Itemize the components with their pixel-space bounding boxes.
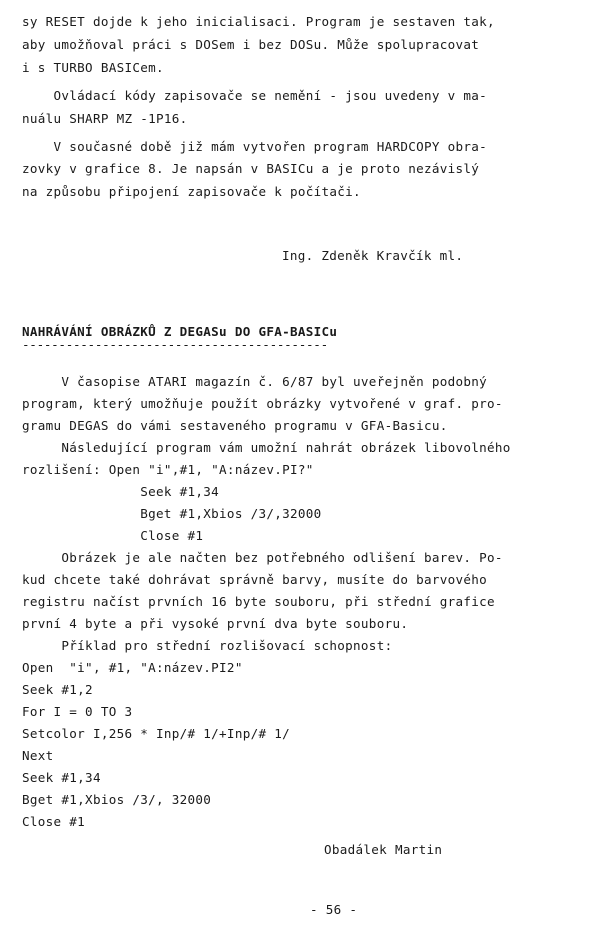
author-signature: Obadálek Martin [324, 842, 443, 857]
text-line: Ovládací kódy zapisovače se nemění - jsou uvedeny v ma- [22, 88, 488, 103]
code-line: Seek #1,2 [22, 682, 93, 697]
text-line: Následující program vám umožní nahrát obrázek libovolného [22, 440, 511, 455]
text-line: program, který umožňuje použít obrázky vytvořené v graf. pro- [22, 396, 503, 411]
text-line: Obrázek je ale načten bez potřebného odlišení barev. Po- [22, 550, 503, 565]
code-line: Close #1 [22, 814, 86, 829]
author-signature: Ing. Zdeněk Kravčík ml. [282, 248, 464, 263]
code-line: For I = 0 TO 3 [22, 704, 133, 719]
text-line: rozlišení: Open "i",#1, "A:název.PI?" [22, 462, 314, 477]
code-line: Seek #1,34 [22, 770, 101, 785]
article-title: NAHRÁVÁNÍ OBRÁZKŮ Z DEGASu DO GFA-BASICu [22, 324, 338, 339]
text-line: registru načíst prvních 16 byte souboru, při střední grafice [22, 594, 495, 609]
page-number: - 56 - [310, 902, 358, 917]
text-line: V časopise ATARI magazín č. 6/87 byl uveřejněn podobný [22, 374, 488, 389]
text-line: i s TURBO BASICem. [22, 60, 164, 75]
text-line: zovky v grafice 8. Je napsán v BASICu a je proto nezávislý [22, 161, 480, 176]
code-line: Bget #1,Xbios /3/, 32000 [22, 792, 212, 807]
text-line: V současné době již mám vytvořen program HARDCOPY obra- [22, 139, 488, 154]
code-line: Open "i", #1, "A:název.PI2" [22, 660, 243, 675]
code-line: Seek #1,34 [22, 484, 220, 499]
text-line: kud chcete také dohrávat správně barvy, musíte do barvového [22, 572, 488, 587]
text-line: Příklad pro střední rozlišovací schopnost: [22, 638, 393, 653]
code-line: Setcolor I,256 * Inp/# 1/+Inp/# 1/ [22, 726, 290, 741]
text-line: aby umožňoval práci s DOSem i bez DOSu. Může spolupracovat [22, 37, 480, 52]
text-line: sy RESET dojde k jeho inicialisaci. Program je sestaven tak, [22, 14, 495, 29]
text-line: nuálu SHARP MZ -1P16. [22, 111, 188, 126]
code-line: Bget #1,Xbios /3/,32000 [22, 506, 322, 521]
text-line: gramu DEGAS do vámi sestaveného programu v GFA-Basicu. [22, 418, 448, 433]
text-line: na způsobu připojení zapisovače k počítači. [22, 184, 361, 199]
code-line: Close #1 [22, 528, 204, 543]
title-underline: ------------------------------------------ [22, 337, 328, 352]
text-line: první 4 byte a při vysoké první dva byte souboru. [22, 616, 409, 631]
code-line: Next [22, 748, 54, 763]
